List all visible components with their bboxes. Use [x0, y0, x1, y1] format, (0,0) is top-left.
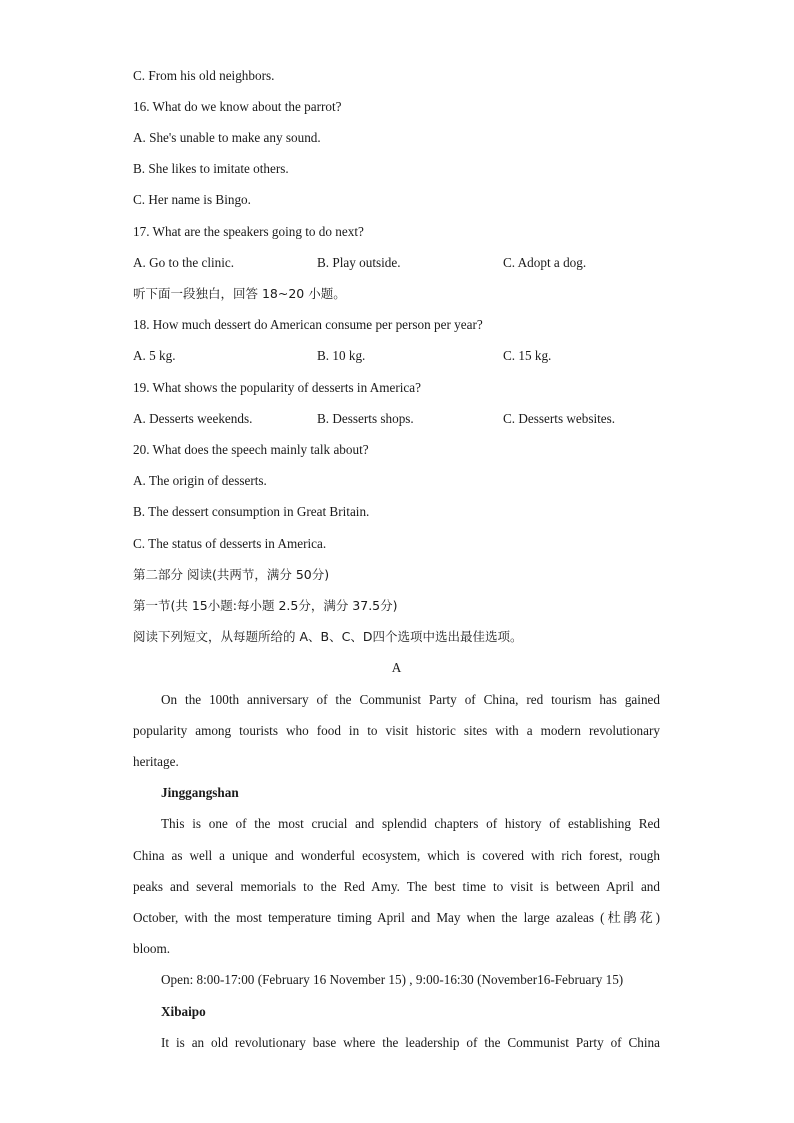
site1-line-5: bloom. — [133, 941, 170, 956]
passage-label: A — [391, 660, 402, 675]
q17-option-b: B. Play outside. — [317, 255, 401, 270]
site1-line-1: This is one of the most crucial and splendid chapters of history of establishing Red — [161, 816, 660, 831]
intro-line-3: heritage. — [133, 754, 179, 769]
q16-option-a: A. She's unable to make any sound. — [133, 130, 321, 145]
reading-instruction: 阅读下列短文，从每题所给的 A、B、C、D四个选项中选出最佳选项。 — [133, 629, 523, 644]
intro-line-2: popularity among tourists who food in to visit historic sites with a modern revolutionary — [133, 723, 660, 738]
section-one-title: 第一节(共 15小题:每小题 2.5分，满分 37.5分) — [133, 598, 398, 613]
q18-question: 18. How much dessert do American consume per person per year? — [133, 317, 483, 332]
q20-option-a: A. The origin of desserts. — [133, 473, 267, 488]
q20-option-c: C. The status of desserts in America. — [133, 536, 327, 551]
site2-line-1: It is an old revolutionary base where the leadership of the Communist Party of China — [161, 1035, 660, 1050]
q17-question: 17. What are the speakers going to do next? — [133, 224, 364, 239]
site1-heading: Jinggangshan — [161, 785, 239, 800]
intro-line-1: On the 100th anniversary of the Communist Party of China, red tourism has gained — [161, 692, 660, 707]
q19-option-b: B. Desserts shops. — [317, 411, 414, 426]
site1-line-3: peaks and several memorials to the Red Amy. The best time to visit is between April and — [133, 879, 660, 894]
part-two-title: 第二部分 阅读(共两节，满分 50分) — [133, 567, 330, 582]
site1-line-2: China as well a unique and wonderful ecosystem, which is covered with rich forest, rough — [133, 848, 660, 863]
q20-option-b: B. The dessert consumption in Great Britain. — [133, 504, 370, 519]
q17-option-c: C. Adopt a dog. — [503, 255, 587, 270]
q16-question: 16. What do we know about the parrot? — [133, 99, 342, 114]
q16-option-b: B. She likes to imitate others. — [133, 161, 289, 176]
site2-heading: Xibaipo — [161, 1004, 206, 1019]
monologue-instruction: 听下面一段独白，回答 18~20 小题。 — [133, 286, 346, 301]
q20-question: 20. What does the speech mainly talk about? — [133, 442, 369, 457]
site1-line-4: October, with the most temperature timing April and May when the large azaleas (杜鹃花) — [133, 910, 660, 925]
q16-option-c: C. Her name is Bingo. — [133, 192, 251, 207]
q17-option-a: A. Go to the clinic. — [133, 255, 235, 270]
q18-option-c: C. 15 kg. — [503, 348, 552, 363]
site1-open-hours: Open: 8:00-17:00 (February 16 November 15) , 9:00-16:30 (November16-February 15) — [161, 972, 624, 987]
q18-option-a: A. 5 kg. — [133, 348, 176, 363]
q18-option-b: B. 10 kg. — [317, 348, 366, 363]
q19-question: 19. What shows the popularity of desserts in America? — [133, 380, 421, 395]
q15-option-c: C. From his old neighbors. — [133, 68, 275, 83]
q19-option-a: A. Desserts weekends. — [133, 411, 253, 426]
q19-option-c: C. Desserts websites. — [503, 411, 616, 426]
